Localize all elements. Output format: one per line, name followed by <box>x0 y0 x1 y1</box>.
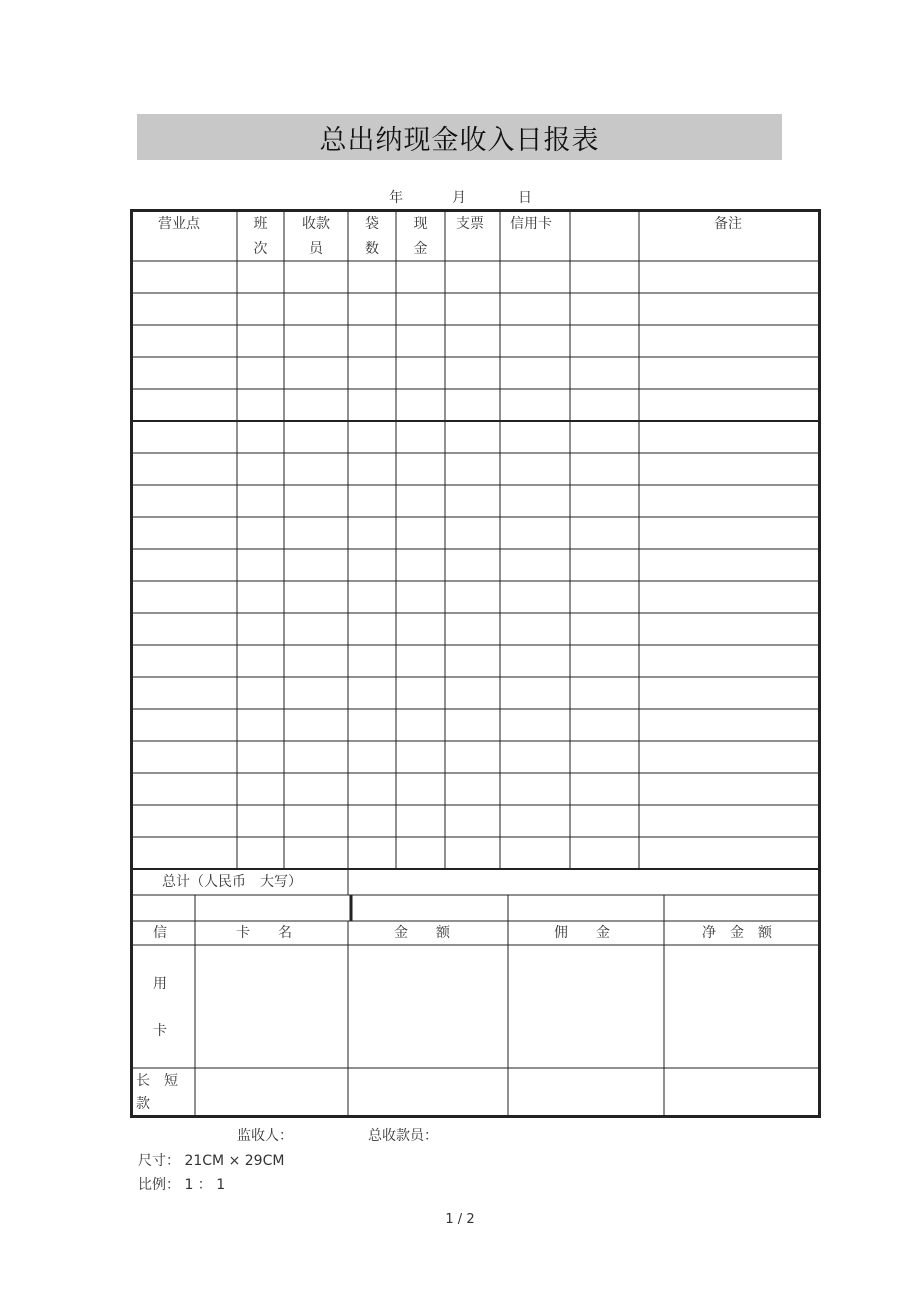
commission-header: 佣 金 <box>554 925 610 941</box>
date-day: 日 <box>518 190 532 206</box>
header-cash-line-2: 金 <box>413 241 428 257</box>
title-bar <box>137 114 782 160</box>
header-bags-line-1: 袋 <box>365 216 379 232</box>
chief-cashier-label: 总收款员： <box>368 1128 438 1144</box>
date-year: 年 <box>389 190 403 206</box>
header-shift-line-2: 次 <box>253 241 268 257</box>
header-cash <box>396 212 445 262</box>
header-point: 营业点 <box>158 216 200 232</box>
page-title: 总出纳现金收入日报表 <box>319 124 600 156</box>
header-cashier-line-2: 员 <box>309 241 323 257</box>
page-number: 1 / 2 <box>445 1212 475 1227</box>
date-month: 月 <box>452 190 466 206</box>
table-grid <box>130 209 821 1118</box>
total-label: 总计（人民币 大写） <box>162 874 302 890</box>
card-side-label-1: 信 <box>153 925 167 941</box>
supervisor-label: 监收人： <box>237 1128 293 1144</box>
date-line <box>0 187 920 207</box>
scale-note: 比例： 1 ： 1 <box>138 1177 226 1193</box>
header-bags <box>348 212 396 262</box>
over-short-label: 长 短款 <box>136 1073 178 1112</box>
header-cash-line-1: 现 <box>413 216 428 232</box>
net-amount-header: 净 金 额 <box>702 925 772 941</box>
amount-header: 金 额 <box>394 925 450 941</box>
header-shift <box>237 212 284 262</box>
card-side-label-2: 用 <box>153 976 167 992</box>
header-cheque: 支票 <box>456 216 484 232</box>
size-note: 尺寸： 21CM × 29CM <box>138 1153 285 1169</box>
header-bags-line-2: 数 <box>365 241 379 257</box>
report-table <box>130 209 821 1118</box>
header-credit-card: 信用卡 <box>510 216 552 232</box>
card-side-label-3: 卡 <box>153 1023 167 1039</box>
card-name-header: 卡 名 <box>236 925 292 941</box>
header-cashier-line-1: 收款 <box>302 216 330 232</box>
header-remarks: 备注 <box>714 216 742 232</box>
header-shift-line-1: 班 <box>253 216 268 232</box>
header-cashier <box>284 212 348 262</box>
